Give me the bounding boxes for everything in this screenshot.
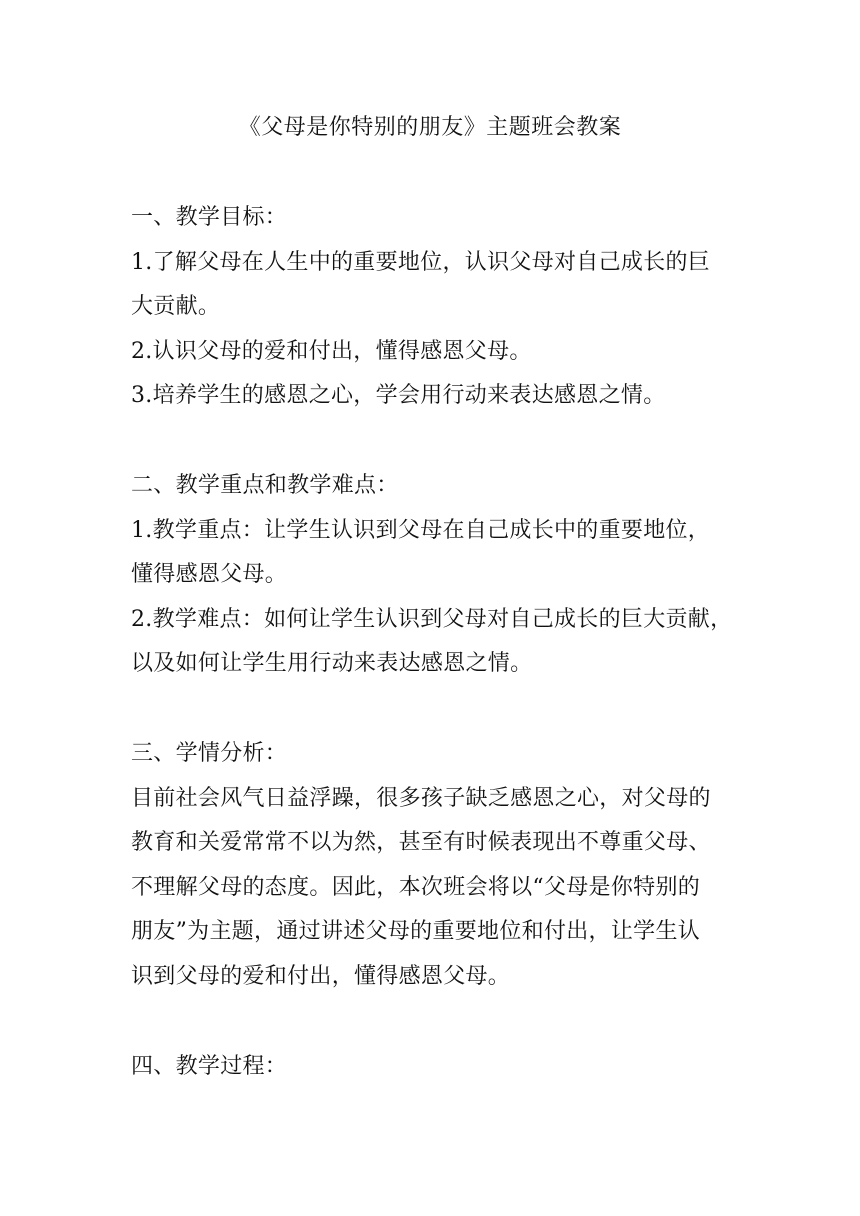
paragraph-line: 不理解父母的态度。因此，本次班会将以“父母是你特别的	[131, 875, 701, 900]
section-heading: 一、教学目标：	[131, 205, 288, 230]
paragraph-line: 3.培养学生的感恩之心，学会用行动来表达感恩之情。	[131, 383, 666, 408]
paragraph-line: 识到父母的爱和付出，懂得感恩父母。	[131, 964, 511, 989]
paragraph-line: 朋友”为主题，通过讲述父母的重要地位和付出，让学生认	[131, 919, 701, 944]
paragraph-line: 1.了解父母在人生中的重要地位，认识父母对自己成长的巨	[131, 250, 711, 275]
paragraph-line: 以及如何让学生用行动来表达感恩之情。	[131, 651, 533, 676]
paragraph-line: 2.教学难点：如何让学生认识到父母对自己成长的巨大贡献，	[131, 607, 733, 632]
paragraph-line: 1.教学重点：让学生认识到父母在自己成长中的重要地位，	[131, 518, 711, 543]
paragraph-line: 教育和关爱常常不以为然，甚至有时候表现出不尊重父母、	[131, 830, 711, 855]
section-heading: 四、教学过程：	[131, 1054, 288, 1079]
section-heading: 三、学情分析：	[131, 741, 288, 766]
document-title: 《父母是你特别的朋友》主题班会教案	[238, 115, 622, 140]
paragraph-line: 大贡献。	[131, 294, 221, 319]
paragraph-line: 懂得感恩父母。	[131, 562, 288, 587]
paragraph-line: 目前社会风气日益浮躁，很多孩子缺乏感恩之心，对父母的	[131, 786, 711, 811]
paragraph-line: 2.认识父母的爱和付出，懂得感恩父母。	[131, 339, 532, 364]
section-heading: 二、教学重点和教学难点：	[131, 473, 399, 498]
